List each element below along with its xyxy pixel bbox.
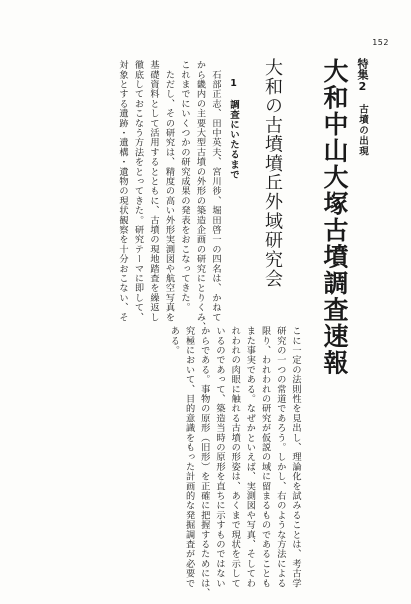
- feature-subtitle: 古墳の出現: [357, 104, 368, 157]
- upper-line: 徹底しておこなう方法をとってきた。研究テーマに即して、: [132, 60, 144, 322]
- author-byline: 大和の古墳墳丘外域研究会: [262, 58, 283, 289]
- page-number: 152: [372, 38, 389, 47]
- upper-line: 基礎資料として活用するとともに、古墳の現地踏査を繰返し: [148, 60, 159, 322]
- lower-line: 研究の一つの常道であろう。しかし、右のような方法による: [274, 326, 286, 588]
- lower-line: からである。事物の原形（旧形）を正確に把握するためには、: [198, 326, 210, 598]
- lower-line: ある。: [168, 326, 180, 356]
- lower-line: いるのであって、築造当時の原形を直ちに示すものではない: [213, 326, 225, 588]
- lower-line: れわれの肉眼に触れる古墳の形姿は、あくまで現状を示して: [229, 326, 241, 588]
- article-title: 大和中山大塚古墳調査速報: [320, 58, 349, 376]
- lower-line: 究極において、目的意識をもった計画的な発掘調査が必要で: [183, 326, 195, 588]
- upper-line: ただし、その研究は、精度の高い外形実測図や航空写真を: [163, 60, 175, 322]
- feature-label: 特集2: [356, 58, 369, 93]
- lower-paragraph: [166, 326, 303, 598]
- lower-line: 限り、われわれの研究が仮説の域に留まるものであることも: [259, 326, 271, 588]
- upper-paragraph: [115, 60, 224, 332]
- upper-line: から畿内の主要大型古墳の外形の築造企画の研究にとりくみ、: [194, 60, 206, 332]
- section-heading: 1 調査にいたるまで: [228, 78, 239, 180]
- lower-line: こに一定の法則性を見出し、理論化を試みることは、考古学: [290, 326, 301, 588]
- upper-line: 対象とする遺跡・遺構・遺物の現状観察を十分おこない、そ: [117, 60, 128, 322]
- upper-line: 石部正志、田中英夫、宮川徏、堀田啓一の四名は、かねて: [210, 60, 221, 322]
- upper-line: これまでにいくつかの研究成果の発表をおこなってきた。: [179, 60, 190, 313]
- lower-line: また事実である。なぜかといえば、実測図や写真、そしてわ: [244, 326, 256, 588]
